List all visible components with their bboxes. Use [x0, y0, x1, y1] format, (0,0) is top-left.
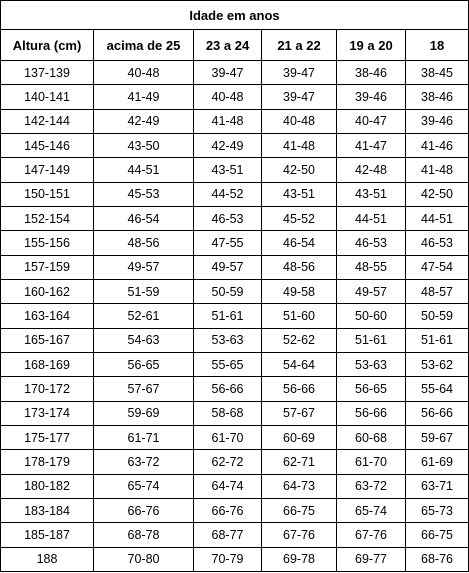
table-row — [1, 401, 469, 425]
weight-range-cell: 51-61 — [337, 328, 406, 352]
weight-range-cell: 52-61 — [94, 304, 194, 328]
column-header-age-19-20: 19 a 20 — [337, 30, 406, 61]
table-row — [1, 61, 469, 85]
weight-range-cell: 46-54 — [262, 231, 337, 255]
weight-range-cell: 62-72 — [194, 450, 262, 474]
height-cell: 137-139 — [1, 61, 94, 85]
table-row — [1, 158, 469, 182]
title-row — [1, 1, 469, 30]
weight-range-cell: 63-72 — [337, 474, 406, 498]
table-row — [1, 85, 469, 109]
weight-range-cell: 40-48 — [262, 109, 337, 133]
weight-range-cell: 66-75 — [262, 498, 337, 522]
table-body — [1, 61, 469, 572]
weight-range-cell: 39-46 — [337, 85, 406, 109]
weight-range-cell: 70-79 — [194, 547, 262, 571]
weight-range-cell: 56-65 — [337, 377, 406, 401]
weight-range-cell: 66-76 — [194, 498, 262, 522]
height-cell: 165-167 — [1, 328, 94, 352]
weight-range-cell: 47-55 — [194, 231, 262, 255]
weight-range-cell: 40-47 — [337, 109, 406, 133]
height-cell: 145-146 — [1, 133, 94, 157]
height-cell: 170-172 — [1, 377, 94, 401]
weight-range-cell: 46-53 — [194, 206, 262, 230]
table-row — [1, 231, 469, 255]
weight-range-cell: 43-51 — [194, 158, 262, 182]
weight-range-cell: 62-71 — [262, 450, 337, 474]
weight-range-cell: 59-67 — [406, 425, 469, 449]
weight-range-cell: 48-57 — [406, 279, 469, 303]
weight-range-cell: 53-62 — [406, 352, 469, 376]
weight-range-cell: 41-48 — [406, 158, 469, 182]
weight-range-cell: 48-55 — [337, 255, 406, 279]
weight-range-cell: 41-48 — [194, 109, 262, 133]
weight-range-cell: 54-64 — [262, 352, 337, 376]
weight-range-cell: 57-67 — [94, 377, 194, 401]
table-row — [1, 304, 469, 328]
weight-range-cell: 39-46 — [406, 109, 469, 133]
weight-range-cell: 59-69 — [94, 401, 194, 425]
weight-range-cell: 44-52 — [194, 182, 262, 206]
weight-range-cell: 48-56 — [94, 231, 194, 255]
weight-range-cell: 44-51 — [406, 206, 469, 230]
weight-range-cell: 56-66 — [406, 401, 469, 425]
weight-range-cell: 39-47 — [262, 85, 337, 109]
weight-range-cell: 45-52 — [262, 206, 337, 230]
column-header-height: Altura (cm) — [1, 30, 94, 61]
weight-range-cell: 56-66 — [337, 401, 406, 425]
weight-range-cell: 47-54 — [406, 255, 469, 279]
height-cell: 152-154 — [1, 206, 94, 230]
weight-range-cell: 51-59 — [94, 279, 194, 303]
weight-range-cell: 46-53 — [406, 231, 469, 255]
weight-range-cell: 61-71 — [94, 425, 194, 449]
weight-range-cell: 68-78 — [94, 523, 194, 547]
weight-range-cell: 67-76 — [262, 523, 337, 547]
weight-range-cell: 44-51 — [337, 206, 406, 230]
weight-range-cell: 41-47 — [337, 133, 406, 157]
weight-range-cell: 42-50 — [262, 158, 337, 182]
weight-range-cell: 42-49 — [94, 109, 194, 133]
height-cell: 140-141 — [1, 85, 94, 109]
weight-range-cell: 68-77 — [194, 523, 262, 547]
height-cell: 185-187 — [1, 523, 94, 547]
table-row — [1, 133, 469, 157]
table-row — [1, 450, 469, 474]
weight-range-cell: 56-65 — [94, 352, 194, 376]
height-cell: 160-162 — [1, 279, 94, 303]
weight-range-cell: 53-63 — [194, 328, 262, 352]
weight-range-cell: 52-62 — [262, 328, 337, 352]
weight-range-cell: 67-76 — [337, 523, 406, 547]
table-row — [1, 352, 469, 376]
table-row — [1, 255, 469, 279]
height-cell: 155-156 — [1, 231, 94, 255]
weight-range-cell: 55-64 — [406, 377, 469, 401]
weight-range-cell: 42-50 — [406, 182, 469, 206]
height-cell: 183-184 — [1, 498, 94, 522]
weight-range-cell: 66-76 — [94, 498, 194, 522]
weight-range-cell: 40-48 — [194, 85, 262, 109]
height-cell: 150-151 — [1, 182, 94, 206]
weight-range-cell: 58-68 — [194, 401, 262, 425]
height-cell: 147-149 — [1, 158, 94, 182]
weight-range-cell: 38-46 — [406, 85, 469, 109]
weight-range-cell: 49-57 — [94, 255, 194, 279]
weight-range-cell: 53-63 — [337, 352, 406, 376]
weight-range-cell: 51-61 — [406, 328, 469, 352]
weight-range-cell: 57-67 — [262, 401, 337, 425]
table-row — [1, 377, 469, 401]
weight-range-cell: 65-74 — [337, 498, 406, 522]
weight-range-cell: 61-70 — [194, 425, 262, 449]
height-cell: 163-164 — [1, 304, 94, 328]
weight-range-cell: 46-54 — [94, 206, 194, 230]
weight-range-cell: 49-57 — [194, 255, 262, 279]
weight-range-cell: 41-49 — [94, 85, 194, 109]
weight-range-cell: 50-60 — [337, 304, 406, 328]
weight-range-cell: 48-56 — [262, 255, 337, 279]
weight-range-cell: 69-78 — [262, 547, 337, 571]
height-cell: 142-144 — [1, 109, 94, 133]
height-cell: 168-169 — [1, 352, 94, 376]
weight-range-cell: 38-46 — [337, 61, 406, 85]
table-row — [1, 328, 469, 352]
weight-range-cell: 51-61 — [194, 304, 262, 328]
weight-range-cell: 60-68 — [337, 425, 406, 449]
weight-range-cell: 40-48 — [94, 61, 194, 85]
height-cell: 173-174 — [1, 401, 94, 425]
weight-range-cell: 60-69 — [262, 425, 337, 449]
weight-range-cell: 50-59 — [194, 279, 262, 303]
height-cell: 157-159 — [1, 255, 94, 279]
weight-range-cell: 69-77 — [337, 547, 406, 571]
weight-range-cell: 41-48 — [262, 133, 337, 157]
weight-range-cell: 41-46 — [406, 133, 469, 157]
weight-range-cell: 43-51 — [337, 182, 406, 206]
table-title: Idade em anos — [1, 1, 469, 30]
table-row — [1, 547, 469, 571]
weight-range-cell: 64-74 — [194, 474, 262, 498]
table-row — [1, 206, 469, 230]
table-row — [1, 425, 469, 449]
table-row — [1, 523, 469, 547]
weight-range-cell: 43-51 — [262, 182, 337, 206]
weight-range-cell: 45-53 — [94, 182, 194, 206]
weight-range-cell: 39-47 — [262, 61, 337, 85]
weight-range-cell: 46-53 — [337, 231, 406, 255]
column-header-age-18: 18 — [406, 30, 469, 61]
weight-range-cell: 68-76 — [406, 547, 469, 571]
weight-range-cell: 63-71 — [406, 474, 469, 498]
weight-range-cell: 63-72 — [94, 450, 194, 474]
weight-range-cell: 56-66 — [262, 377, 337, 401]
weight-range-cell: 38-45 — [406, 61, 469, 85]
weight-range-cell: 65-74 — [94, 474, 194, 498]
weight-range-cell: 65-73 — [406, 498, 469, 522]
weight-range-cell: 49-58 — [262, 279, 337, 303]
header-row — [1, 30, 469, 61]
table-row — [1, 474, 469, 498]
table-row — [1, 109, 469, 133]
weight-range-cell: 55-65 — [194, 352, 262, 376]
height-cell: 180-182 — [1, 474, 94, 498]
weight-range-cell: 56-66 — [194, 377, 262, 401]
weight-range-cell: 61-69 — [406, 450, 469, 474]
column-header-age-over-25: acima de 25 — [94, 30, 194, 61]
table-row — [1, 498, 469, 522]
table-row — [1, 279, 469, 303]
weight-range-cell: 42-48 — [337, 158, 406, 182]
weight-range-cell: 43-50 — [94, 133, 194, 157]
weight-range-cell: 66-75 — [406, 523, 469, 547]
weight-range-cell: 61-70 — [337, 450, 406, 474]
weight-range-cell: 39-47 — [194, 61, 262, 85]
weight-range-cell: 54-63 — [94, 328, 194, 352]
height-cell: 175-177 — [1, 425, 94, 449]
weight-range-cell: 50-59 — [406, 304, 469, 328]
height-cell: 188 — [1, 547, 94, 571]
weight-range-cell: 44-51 — [94, 158, 194, 182]
weight-range-cell: 42-49 — [194, 133, 262, 157]
height-cell: 178-179 — [1, 450, 94, 474]
weight-range-cell: 49-57 — [337, 279, 406, 303]
weight-range-cell: 64-73 — [262, 474, 337, 498]
column-header-age-23-24: 23 a 24 — [194, 30, 262, 61]
table-row — [1, 182, 469, 206]
weight-range-cell: 51-60 — [262, 304, 337, 328]
weight-range-cell: 70-80 — [94, 547, 194, 571]
column-header-age-21-22: 21 a 22 — [262, 30, 337, 61]
